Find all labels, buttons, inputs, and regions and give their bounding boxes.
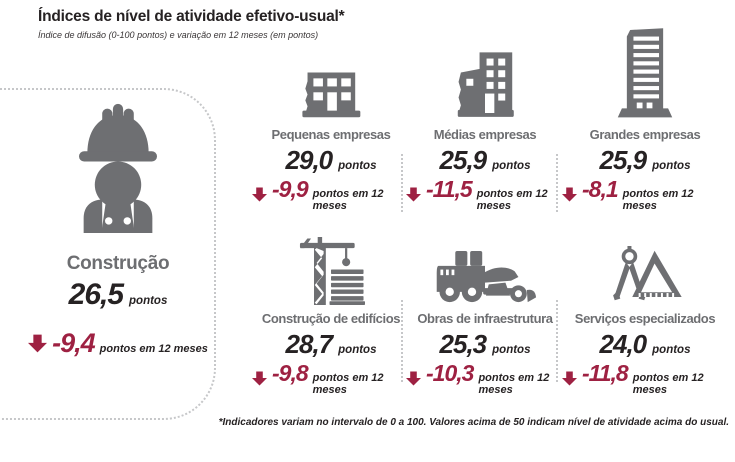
change-line <box>252 176 410 212</box>
column-divider <box>556 154 558 212</box>
small-building-icon <box>298 68 364 121</box>
down-arrow-icon <box>406 371 421 386</box>
index-value: 25,9 <box>439 145 487 175</box>
change-line <box>252 360 410 396</box>
change-value: -9,8 <box>272 360 308 386</box>
change-value: -10,3 <box>426 360 474 386</box>
index-unit: pontos <box>338 344 377 356</box>
column-divider <box>401 154 403 212</box>
index-value-line <box>440 145 531 176</box>
sector-label: Pequenas empresas <box>271 127 391 142</box>
column-divider <box>556 300 558 382</box>
index-unit: pontos <box>652 344 691 356</box>
index-value-line <box>600 145 691 176</box>
index-value-line <box>600 329 691 360</box>
down-arrow-icon <box>406 187 421 202</box>
index-unit: pontos <box>492 160 531 172</box>
down-arrow-icon <box>252 371 267 386</box>
change-unit: pontos em 12 meses <box>99 343 208 355</box>
construction-worker-icon <box>70 103 166 233</box>
sector-label: Médias empresas <box>433 127 537 142</box>
sector-card-pequenas-empresas <box>252 36 410 212</box>
large-building-icon <box>612 28 678 121</box>
index-unit: pontos <box>652 160 691 172</box>
footnote: *Indicadores variam no intervalo de 0 a 100. Valores acima de 50 indicam nível de atividade acima do usual. <box>218 417 729 428</box>
page-title: Índices de nível de atividade efetivo-usual* <box>38 8 345 25</box>
page-subtitle: Índice de difusão (0-100 pontos) e variação em 12 meses (em pontos) <box>38 30 319 40</box>
change-value: -11,5 <box>426 176 472 202</box>
sector-card-grandes-empresas <box>562 36 728 212</box>
down-arrow-icon <box>252 187 267 202</box>
index-value: 29,0 <box>285 145 333 175</box>
index-value-line <box>69 278 168 312</box>
construction-panel <box>0 88 216 420</box>
change-line <box>406 176 564 212</box>
sector-card-construcao-de-edificios <box>252 248 410 396</box>
sector-label: Grandes empresas <box>589 127 701 142</box>
change-line <box>406 360 564 396</box>
change-line <box>28 328 208 359</box>
change-unit: pontos em 12 meses <box>312 372 384 396</box>
sector-label: Serviços especializados <box>574 311 716 326</box>
down-arrow-icon <box>562 371 577 386</box>
index-value: 24,0 <box>599 329 647 359</box>
index-value-line <box>286 145 377 176</box>
change-value: -11,8 <box>582 360 628 386</box>
tower-crane-icon <box>294 237 368 305</box>
sector-card-servicos-especializados <box>562 248 728 396</box>
change-unit: pontos em 12 meses <box>476 188 548 212</box>
change-unit: pontos em 12 meses <box>632 372 704 396</box>
sector-card-medias-empresas <box>406 36 564 212</box>
change-line <box>562 360 728 396</box>
medium-building-icon <box>450 49 520 121</box>
change-value: -9,9 <box>272 176 308 202</box>
sector-label: Obras de infraestrutura <box>417 311 553 326</box>
sector-label: Construção <box>66 253 170 274</box>
change-value: -9,4 <box>52 328 95 358</box>
index-unit: pontos <box>338 160 377 172</box>
index-value: 28,7 <box>285 329 333 359</box>
sector-card-obras-de-infraestrutura <box>406 248 564 396</box>
construction-panel-content <box>0 90 214 359</box>
index-value-line <box>286 329 377 360</box>
down-arrow-icon <box>28 334 47 353</box>
road-grader-icon <box>433 249 537 305</box>
column-divider <box>401 300 403 382</box>
index-value: 25,3 <box>439 329 487 359</box>
change-unit: pontos em 12 meses <box>312 188 384 212</box>
index-value-line <box>440 329 531 360</box>
index-unit: pontos <box>129 295 168 307</box>
change-unit: pontos em 12 meses <box>478 372 550 396</box>
index-unit: pontos <box>492 344 531 356</box>
change-unit: pontos em 12 meses <box>622 188 694 212</box>
compass-setsquare-icon <box>605 246 685 305</box>
index-value: 26,5 <box>68 278 124 311</box>
sector-label: Construção de edifícios <box>261 311 401 326</box>
down-arrow-icon <box>562 187 577 202</box>
change-line <box>562 176 728 212</box>
change-value: -8,1 <box>582 176 618 202</box>
index-value: 25,9 <box>599 145 647 175</box>
